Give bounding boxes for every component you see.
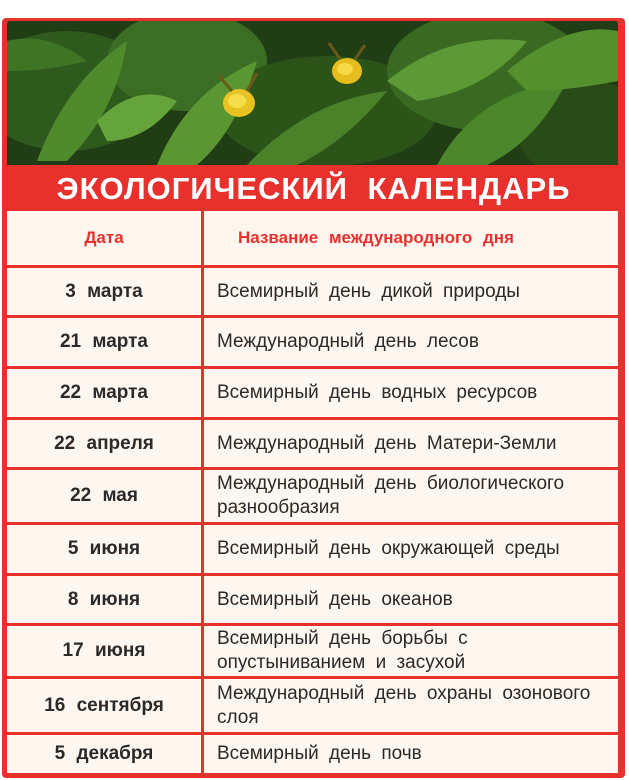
row-name: Международный день биологического разнообразия bbox=[217, 473, 565, 518]
table-row bbox=[7, 470, 618, 525]
row-date: 17 июня bbox=[7, 626, 204, 676]
row-name: Всемирный день окружающей среды bbox=[217, 538, 560, 559]
row-name: Международный день охраны озонового слоя bbox=[217, 682, 591, 728]
table-row bbox=[7, 576, 618, 626]
calendar-title: ЭКОЛОГИЧЕСКИЙ КАЛЕНДАРЬ bbox=[56, 171, 571, 206]
table-row bbox=[7, 735, 618, 773]
eco-calendar-table bbox=[7, 211, 618, 773]
table-header-row bbox=[7, 211, 618, 268]
table-row bbox=[7, 525, 618, 576]
column-header-name: Название международного дня bbox=[238, 228, 514, 247]
row-name: Всемирный день борьбы с опустыниванием и засухой bbox=[217, 628, 468, 673]
column-header-date: Дата bbox=[7, 211, 204, 265]
row-name: Всемирный день дикой природы bbox=[217, 280, 520, 302]
table-row bbox=[7, 318, 618, 369]
table-row bbox=[7, 626, 618, 679]
row-date: 8 июня bbox=[7, 576, 204, 623]
row-date: 21 марта bbox=[7, 318, 204, 366]
table-row bbox=[7, 679, 618, 735]
row-name: Всемирный день океанов bbox=[217, 588, 453, 610]
row-date: 5 июня bbox=[7, 525, 204, 573]
row-name: Всемирный день почв bbox=[217, 743, 422, 764]
row-date: 22 мая bbox=[7, 470, 204, 522]
row-name: Всемирный день водных ресурсов bbox=[217, 382, 538, 403]
table-row bbox=[7, 420, 618, 470]
row-name: Международный день лесов bbox=[217, 331, 479, 352]
row-date: 5 декабря bbox=[7, 735, 204, 773]
plants-illustration bbox=[7, 21, 618, 165]
header-photo bbox=[7, 21, 618, 165]
calendar-card bbox=[2, 18, 625, 778]
row-date: 22 апреля bbox=[7, 420, 204, 467]
row-name: Международный день Матери-Земли bbox=[217, 432, 557, 454]
row-date: 16 сентября bbox=[7, 679, 204, 732]
row-date: 22 марта bbox=[7, 369, 204, 417]
row-date: 3 марта bbox=[7, 268, 204, 315]
table-row bbox=[7, 268, 618, 318]
table-row bbox=[7, 369, 618, 420]
